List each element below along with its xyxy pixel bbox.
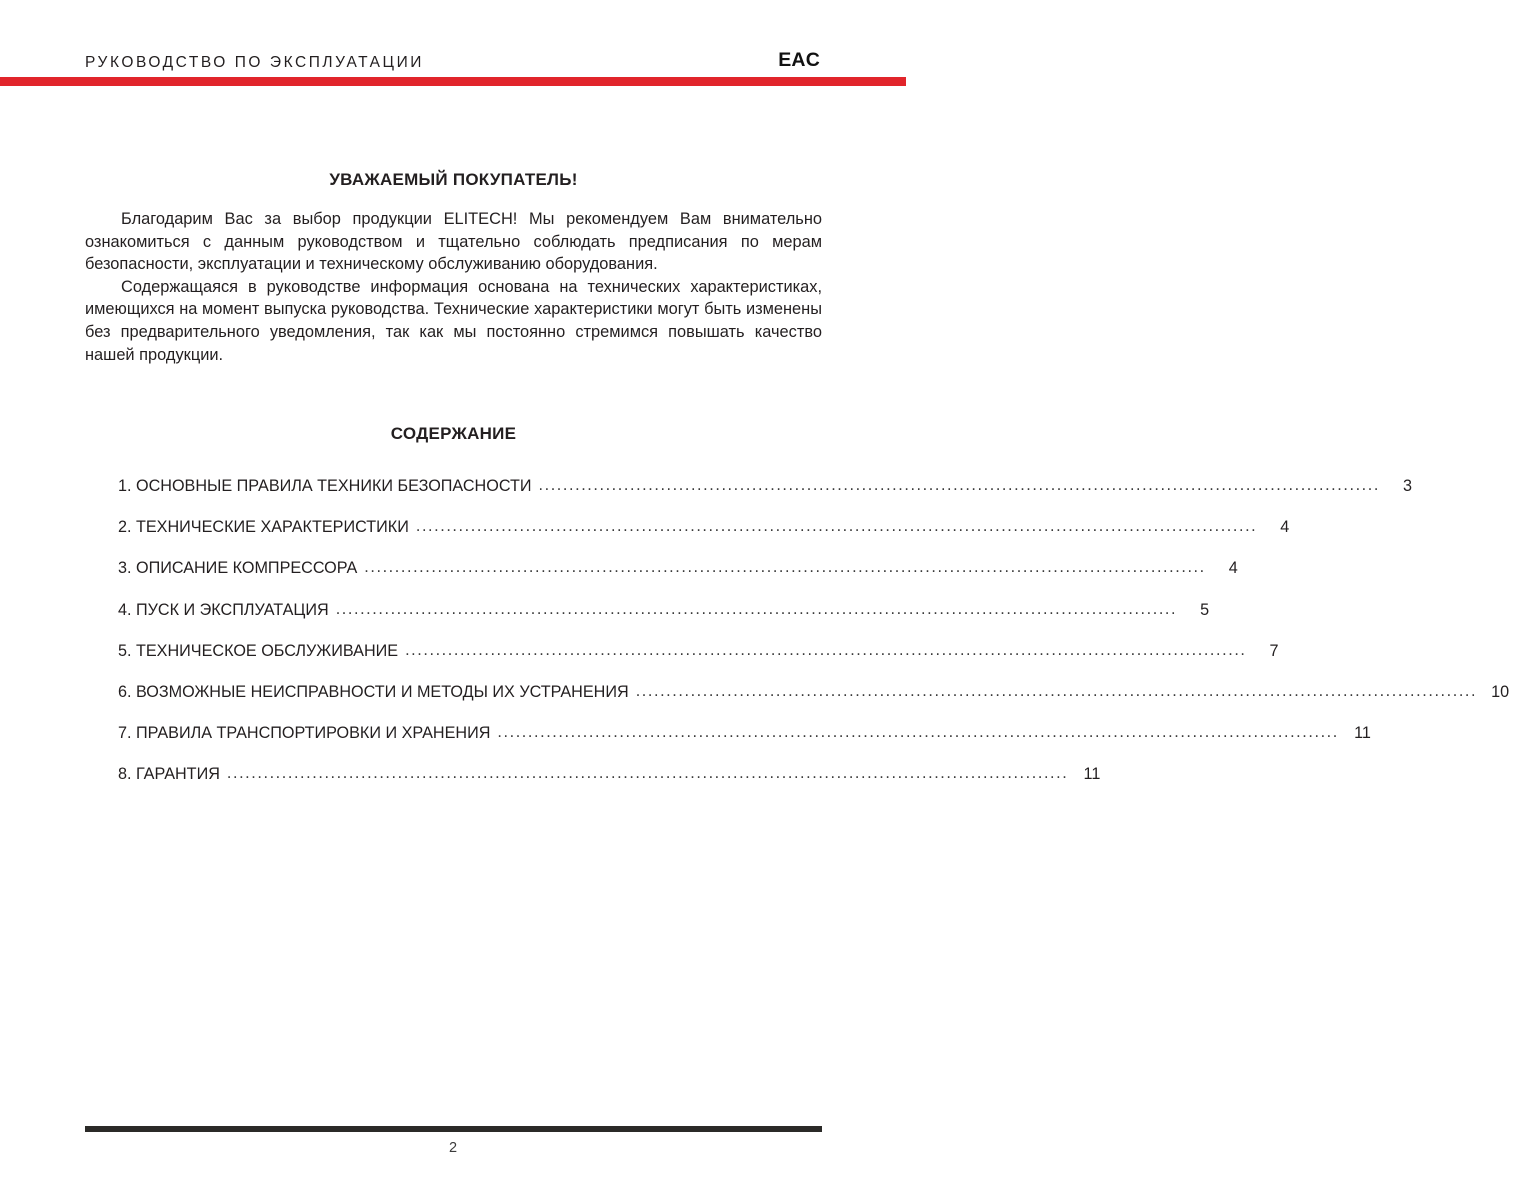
toc-entry-page: 10 bbox=[1491, 682, 1510, 701]
toc-dot-leader: .......................................................................................................................................... bbox=[635, 681, 1478, 700]
toc-entry[interactable] bbox=[85, 723, 1371, 765]
salutation-heading: УВАЖАЕМЫЙ ПОКУПАТЕЛЬ! bbox=[329, 170, 578, 189]
toc-entry-page: 3 bbox=[1402, 477, 1412, 495]
toc-entry-page: 4 bbox=[1228, 559, 1238, 578]
intro-paragraph-1: Благодарим Вас за выбор продукции ELITECH! Мы рекомендуем Вам внимательно ознакомиться с данным руководством и тщательно соблюдать предписания по мерам безопасности, эксплуатации и техническому обслуживанию оборудования. bbox=[85, 210, 822, 274]
toc-entry[interactable] bbox=[85, 640, 1279, 683]
header-red-rule bbox=[0, 77, 906, 86]
intro-text-block bbox=[85, 208, 822, 366]
toc-entry-label: 4. ПУСК И ЭКСПЛУАТАЦИЯ bbox=[118, 600, 329, 619]
toc-entry[interactable] bbox=[85, 599, 1210, 642]
toc-dot-leader: .......................................................................................................................................... bbox=[335, 599, 1178, 618]
toc-dot-leader: .......................................................................................................................................... bbox=[226, 764, 1069, 783]
toc-dot-leader: .......................................................................................................................................... bbox=[405, 640, 1247, 659]
toc-entry-page: 4 bbox=[1280, 518, 1290, 537]
toc-dot-leader: .......................................................................................................................................... bbox=[364, 558, 1206, 577]
toc-dot-leader: .......................................................................................................................................... bbox=[415, 517, 1258, 536]
toc-entry-label: 1. ОСНОВНЫЕ ПРАВИЛА ТЕХНИКИ БЕЗОПАСНОСТИ bbox=[118, 477, 532, 495]
toc-entry[interactable] bbox=[85, 681, 1510, 724]
toc-entry[interactable] bbox=[85, 517, 1290, 559]
toc-entry[interactable] bbox=[85, 476, 1412, 518]
contents-heading: СОДЕРЖАНИЕ bbox=[390, 424, 517, 443]
intro-paragraph-2: Содержащаяся в руководстве информация основана на технических характеристиках, имеющихся на момент выпуска руководства. Технические характеристики могут быть изменены без предварительного уведомления, так как мы постоянно стремимся повышать качество нашей продукции. bbox=[85, 277, 822, 364]
toc-entry-page: 11 bbox=[1083, 765, 1101, 784]
toc-entry-page: 5 bbox=[1200, 600, 1210, 619]
toc-dot-leader: .......................................................................................................................................... bbox=[538, 476, 1380, 494]
page-header bbox=[0, 0, 906, 86]
toc-entry-label: 2. ТЕХНИЧЕСКИЕ ХАРАКТЕРИСТИКИ bbox=[118, 518, 409, 537]
toc-entry-page: 7 bbox=[1269, 641, 1279, 660]
eac-conformity-mark: EAC bbox=[778, 48, 820, 71]
table-of-contents bbox=[85, 476, 1510, 807]
toc-entry-label: 8. ГАРАНТИЯ bbox=[118, 765, 220, 784]
footer-rule bbox=[85, 1126, 822, 1132]
toc-entry-label: 3. ОПИСАНИЕ КОМПРЕССОРА bbox=[118, 559, 358, 578]
toc-entry[interactable] bbox=[85, 764, 1101, 806]
toc-entry-page: 11 bbox=[1354, 724, 1371, 743]
header-title: РУКОВОДСТВО ПО ЭКСПЛУАТАЦИИ bbox=[85, 53, 424, 71]
toc-entry-label: 5. ТЕХНИЧЕСКОЕ ОБСЛУЖИВАНИЕ bbox=[118, 641, 399, 660]
header-row bbox=[85, 44, 822, 70]
toc-dot-leader: .......................................................................................................................................... bbox=[497, 723, 1339, 742]
toc-entry[interactable] bbox=[85, 558, 1238, 600]
toc-entry-label: 7. ПРАВИЛА ТРАНСПОРТИРОВКИ И ХРАНЕНИЯ bbox=[118, 724, 491, 743]
toc-entry-label: 6. ВОЗМОЖНЫЕ НЕИСПРАВНОСТИ И МЕТОДЫ ИХ УСТРАНЕНИЯ bbox=[118, 682, 629, 701]
footer-page-number: 2 bbox=[448, 1140, 458, 1156]
